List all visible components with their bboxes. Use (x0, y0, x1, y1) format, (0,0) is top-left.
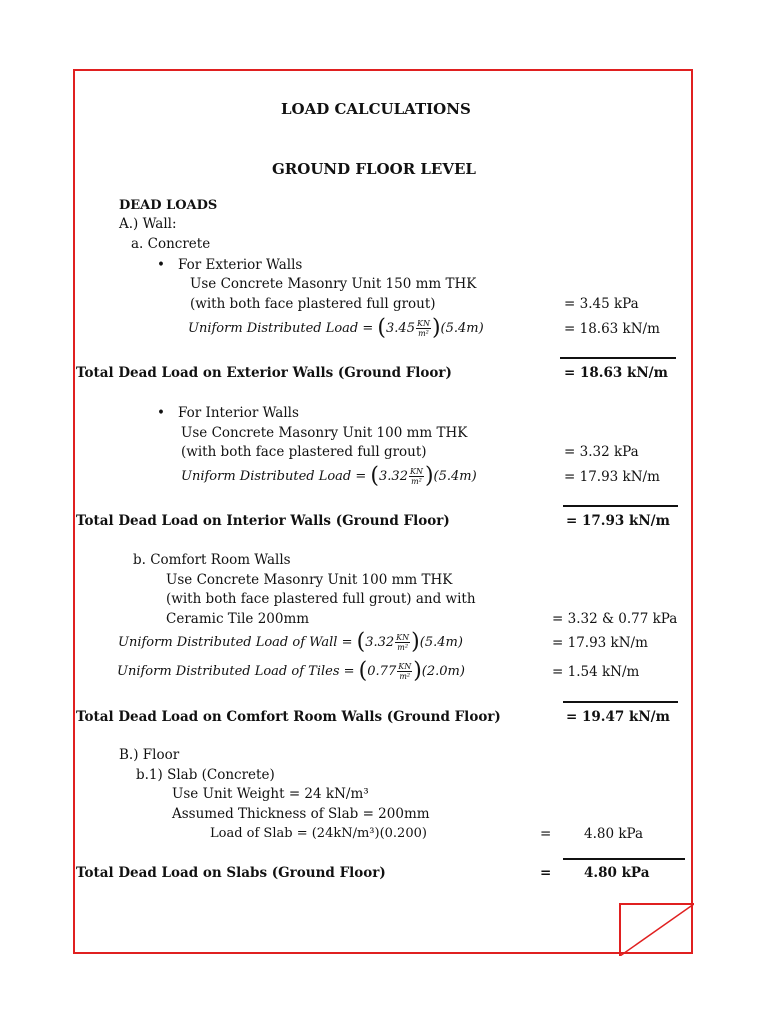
exterior-total-label: Total Dead Load on Exterior Walls (Ground Floor) (76, 365, 452, 381)
exterior-total-value: = 18.63 kN/m (564, 365, 668, 381)
comfort-room-pressure-value: = 3.32 & 0.77 kPa (552, 611, 678, 627)
wall-heading: A.) Wall: (119, 216, 177, 232)
interior-line2: (with both face plastered full grout) (181, 444, 427, 460)
interior-line1: Use Concrete Masonry Unit 100 mm THK (181, 425, 468, 441)
slab-total-equals: = (540, 865, 552, 881)
page-subtitle: GROUND FLOOR LEVEL (272, 160, 476, 178)
exterior-line2: (with both face plastered full grout) (190, 296, 436, 312)
bullet-icon: • (157, 257, 165, 273)
comfort-room-total-label: Total Dead Load on Comfort Room Walls (Ground Floor) (76, 709, 501, 725)
page-curl-icon (618, 902, 694, 956)
rule (563, 505, 678, 507)
slab-formula: Load of Slab = (24kN/m³)(0.200) (210, 826, 427, 841)
bullet-icon: • (157, 405, 165, 421)
exterior-line1: Use Concrete Masonry Unit 150 mm THK (190, 276, 477, 292)
comfort-room-line2: (with both face plastered full grout) and with (166, 591, 476, 607)
interior-label: For Interior Walls (178, 405, 299, 421)
exterior-load-value: = 18.63 kN/m (564, 321, 660, 337)
interior-formula: Uniform Distributed Load = (3.32 $\frac{KN}{\text{m²}}$ )(5.4m) (181, 463, 477, 489)
interior-pressure-value: = 3.32 kPa (564, 444, 639, 460)
slab-total-label: Total Dead Load on Slabs (Ground Floor) (76, 865, 386, 881)
comfort-room-label: b. Comfort Room Walls (133, 552, 291, 568)
floor-heading: B.) Floor (119, 747, 180, 763)
rule (563, 858, 685, 860)
interior-total-value: = 17.93 kN/m (566, 513, 670, 529)
thickness-line: Assumed Thickness of Slab = 200mm (172, 806, 430, 822)
rule (563, 701, 678, 703)
exterior-label: For Exterior Walls (178, 257, 303, 273)
slab-total-value: 4.80 kPa (584, 865, 650, 881)
unit-weight-line: Use Unit Weight = 24 kN/m³ (172, 786, 369, 802)
interior-total-label: Total Dead Load on Interior Walls (Ground Floor) (76, 513, 450, 529)
comfort-room-tiles-value: = 1.54 kN/m (552, 664, 640, 680)
rule (560, 357, 676, 359)
comfort-room-wall-value: = 17.93 kN/m (552, 635, 648, 651)
exterior-pressure-value: = 3.45 kPa (564, 296, 639, 312)
comfort-room-line1: Use Concrete Masonry Unit 100 mm THK (166, 572, 453, 588)
page-title: LOAD CALCULATIONS (281, 100, 471, 118)
concrete-heading: a. Concrete (131, 236, 211, 252)
comfort-room-tiles-formula: Uniform Distributed Load of Tiles = (0.77 $\frac{KN}{\text{m²}}$ )(2.0m) (117, 658, 465, 684)
slab-equals: = (540, 826, 552, 842)
slab-label: b.1) Slab (Concrete) (136, 767, 275, 783)
comfort-room-wall-formula: Uniform Distributed Load of Wall = (3.32 $\frac{KN}{\text{m²}}$ )(5.4m) (118, 629, 463, 655)
comfort-room-line3: Ceramic Tile 200mm (166, 611, 310, 627)
exterior-formula: Uniform Distributed Load = (3.45 $\frac{KN}{\text{m²}}$ )(5.4m) (188, 315, 484, 341)
slab-load-value: 4.80 kPa (584, 826, 644, 842)
section-dead-loads: DEAD LOADS (119, 198, 218, 213)
interior-load-value: = 17.93 kN/m (564, 469, 660, 485)
comfort-room-total-value: = 19.47 kN/m (566, 709, 670, 725)
